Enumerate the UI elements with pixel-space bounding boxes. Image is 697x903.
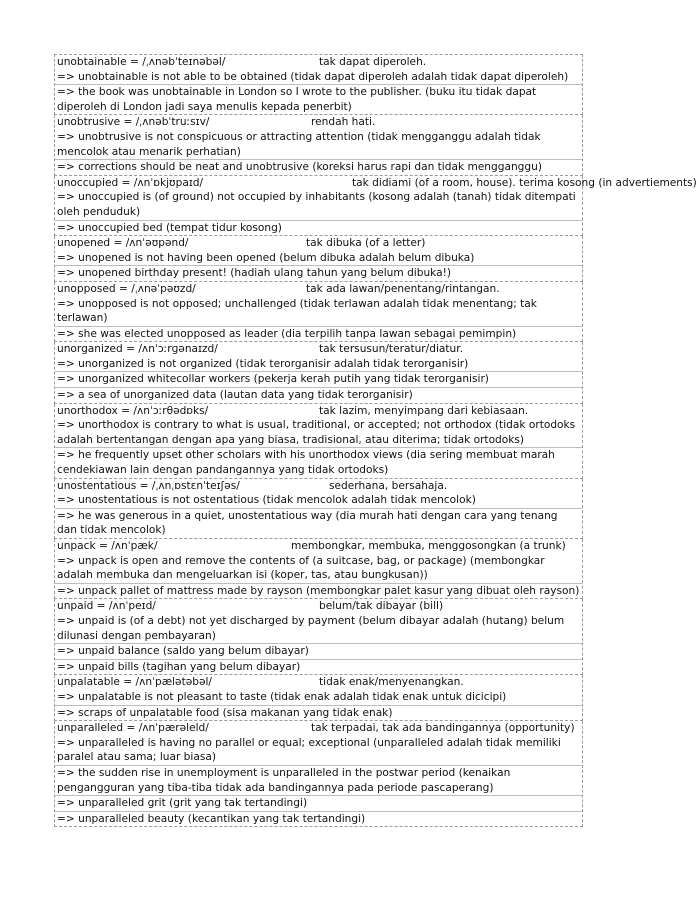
entry-gloss: tak ada lawan/penentang/rintangan.	[306, 282, 500, 295]
vocab-entry	[54, 176, 697, 236]
vocab-entry	[54, 54, 583, 115]
entry-term: unparalleled = /ʌnˈpærəleld/	[57, 722, 209, 735]
entry-example: => she was elected unopposed as leader (dia terpilih tanpa lawan sebagai pemimpin)	[57, 327, 517, 340]
entry-example: => unpaid bills (tagihan yang belum dibayar)	[57, 660, 301, 673]
vocab-entry	[54, 539, 583, 599]
entry-heading	[55, 236, 582, 251]
entry-term: unobtainable = /ˌʌnəbˈteɪnəbəl/	[57, 56, 226, 68]
entry-example: => corrections should be neat and unobtrusive (koreksi harus rapi dan tidak mengganggu)	[57, 161, 542, 174]
entry-example: => scraps of unpalatable food (sisa makanan yang tidak enak)	[57, 706, 393, 719]
entry-term: unopposed = /ˌʌnəˈpəʊzd/	[57, 282, 196, 295]
entry-example: => unpack is open and remove the contents of (a suitcase, bag, or package) (membongkar adalah membuka dan mengeluarkan isi (koper, tas, atau bungkusan))	[55, 554, 582, 584]
entry-term: unpaid = /ʌnˈpeɪd/	[57, 600, 156, 613]
entry-gloss: tak lazim, menyimpang dari kebiasaan.	[319, 404, 529, 417]
entry-heading	[55, 55, 582, 70]
entry-example: => unoccupied bed (tempat tidur kosong)	[57, 221, 282, 234]
entry-gloss: tak dibuka (of a letter)	[306, 237, 426, 250]
entry-gloss: tak dapat diperoleh.	[319, 56, 427, 68]
vocab-entry	[54, 282, 583, 342]
entry-example: => unobtainable is not able to be obtained (tidak dapat diperoleh adalah tidak dapat diperoleh)	[55, 70, 582, 86]
entry-gloss: tak terpadai, tak ada bandingannya (opportunity)	[311, 722, 575, 735]
entry-example: => unorthodox is contrary to what is usual, traditional, or accepted; not orthodox (tidak ortodoks adalah bertentangan dengan apa yang biasa, tradisional, atau diterima; tidak ortodoks)	[55, 418, 582, 448]
entry-heading	[55, 479, 582, 494]
entry-example: => unopened is not having been opened (belum dibuka adalah belum dibuka)	[55, 251, 582, 267]
entry-heading	[55, 675, 582, 690]
entry-example: => unorganized whitecollar workers (pekerja kerah putih yang tidak terorganisir)	[55, 372, 582, 388]
entry-term: unopened = /ʌnˈəʊpənd/	[57, 237, 189, 250]
entry-example: => unoccupied is (of ground) not occupied by inhabitants (kosong adalah (tanah) tidak ditempati oleh penduduk)	[55, 190, 582, 220]
vocab-entry	[54, 721, 583, 827]
vocab-entry	[54, 479, 583, 539]
entry-example: => the book was unobtainable in London so I wrote to the publisher. (buku itu tidak dapat diperoleh di London jadi saya menulis kepada penerbit)	[57, 86, 537, 113]
entry-example: => the sudden rise in unemployment is unparalleled in the postwar period (kenaikan pengangguran yang tiba-tiba tidak ada bandingannya pada periode pascaperang)	[55, 766, 582, 796]
entry-gloss: membongkar, membuka, menggosongkan (a trunk)	[291, 540, 566, 552]
vocab-entry	[54, 236, 583, 282]
vocab-entry	[54, 115, 583, 175]
entry-example: => he frequently upset other scholars with his unorthodox views (dia sering membuat marah cendekiawan lain dengan pandangannya yang tidak ortodoks)	[57, 449, 555, 477]
entry-example: => he was generous in a quiet, unostentatious way (dia murah hati dengan cara yang tenang dan tidak mencolok)	[57, 509, 558, 537]
entry-heading	[55, 404, 582, 419]
entry-example: => unorganized is not organized (tidak terorganisir adalah tidak terorganisir)	[55, 357, 582, 373]
entry-heading	[55, 282, 582, 297]
entry-example: => unpaid is (of a debt) not yet discharged by payment (belum dibayar adalah (hutang) belum dilunasi dengan pembayaran)	[55, 614, 582, 644]
entry-heading	[55, 599, 582, 614]
entry-example: => unpack pallet of mattress made by rayson (membongkar palet kasur yang dibuat oleh rayson)	[57, 584, 580, 597]
entry-example: => a sea of unorganized data (lautan data yang tidak terorganisir)	[57, 389, 413, 402]
entry-example: => unostentatious is not ostentatious (tidak mencolok adalah tidak mencolok)	[55, 493, 582, 509]
entry-gloss: sederhana, bersahaja.	[329, 479, 448, 492]
entry-example: => unparalleled is having no parallel or equal; exceptional (unparalleled adalah tidak memiliki paralel atau sama; luar biasa)	[55, 736, 582, 766]
entry-example: => unobtrusive is not conspicuous or attracting attention (tidak mengganggu adalah tidak mencolok atau menarik perhatian)	[55, 130, 582, 160]
entry-heading	[55, 721, 582, 736]
entry-example: => unparalleled beauty (kecantikan yang tak tertandingi)	[57, 812, 366, 825]
vocabulary-list	[54, 54, 697, 827]
entry-heading	[55, 539, 582, 554]
entry-gloss: tak didiami (of a room, house). terima kosong (in advertiements)	[352, 176, 697, 189]
entry-example: => unparalleled grit (grit yang tak tertandingi)	[55, 796, 582, 812]
entry-heading	[55, 115, 582, 130]
vocab-entry	[54, 675, 583, 721]
entry-term: unostentatious = /ˌʌnˌɒstɛnˈteɪʃəs/	[57, 479, 240, 492]
entry-term: unorganized = /ʌnˈɔːrɡənaɪzd/	[57, 343, 218, 356]
entry-gloss: tidak enak/menyenangkan.	[319, 676, 464, 689]
entry-term: unpalatable = /ʌnˈpælətəbəl/	[57, 676, 213, 689]
entry-example: => unpalatable is not pleasant to taste (tidak enak adalah tidak enak untuk dicicipi)	[55, 690, 582, 706]
vocab-entry	[54, 342, 583, 403]
entry-gloss: belum/tak dibayar (bill)	[319, 600, 444, 613]
entry-term: unoccupied = /ʌnˈɒkjʊpaɪd/	[57, 176, 204, 189]
entry-term: unpack = /ʌnˈpæk/	[57, 540, 158, 552]
entry-example: => unopened birthday present! (hadiah ulang tahun yang belum dibuka!)	[57, 267, 451, 280]
entry-heading	[55, 342, 582, 357]
entry-example: => unpaid balance (saldo yang belum dibayar)	[55, 644, 582, 660]
entry-example: => unopposed is not opposed; unchallenged (tidak terlawan adalah tidak menentang; tak terlawan)	[55, 297, 582, 327]
vocab-entry	[54, 404, 583, 479]
entry-gloss: rendah hati.	[311, 116, 376, 129]
entry-term: unobtrusive = /ˌʌnəbˈtruːsɪv/	[57, 116, 210, 129]
entry-gloss: tak tersusun/teratur/diatur.	[319, 343, 464, 356]
vocab-entry	[54, 599, 583, 675]
entry-term: unorthodox = /ʌnˈɔːrθədɒks/	[57, 404, 209, 417]
entry-heading	[55, 176, 697, 191]
